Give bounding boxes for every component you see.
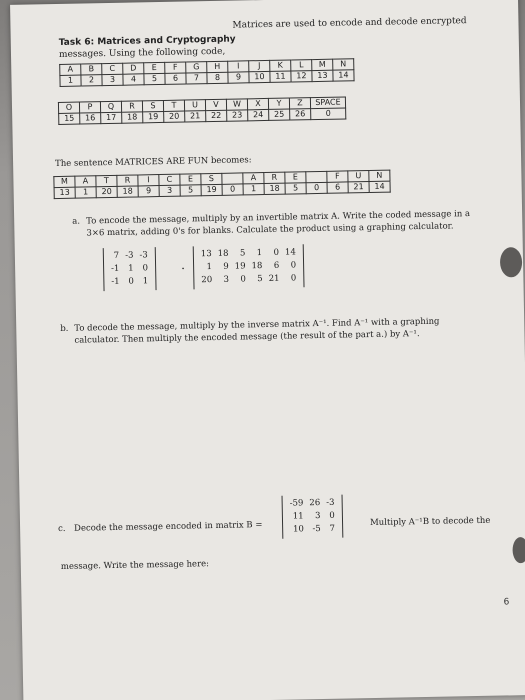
matrix-entry: 7 (329, 523, 336, 534)
punch-hole-bottom (512, 537, 525, 563)
matrix-entry: 1 (142, 276, 149, 287)
matrix-entry: 1 (206, 262, 213, 273)
multiply-dot: · (181, 261, 186, 276)
matrix-b (282, 495, 344, 539)
sentence-letter-cell: E (285, 172, 306, 183)
sentence-number-cell: 1 (243, 184, 264, 195)
message-matrix (193, 244, 305, 289)
sentence-letter-cell (222, 173, 243, 184)
code-number-cell: 17 (101, 112, 122, 123)
sentence-table (53, 170, 390, 199)
matrix-entry: 0 (142, 263, 149, 274)
part-a-line2: 3×6 matrix, adding 0's for blanks. Calculate the product using a graphing calculator. (86, 221, 454, 239)
code-number-cell: 9 (228, 72, 249, 83)
code-letter-cell: Q (100, 101, 121, 112)
code-number-cell: 1 (60, 75, 81, 86)
part-a-line1: To encode the message, multiply by an invertible matrix A. Write the coded message in a (86, 209, 471, 227)
code-letter-cell: T (163, 100, 184, 111)
matrix-a (103, 247, 157, 291)
matrix-entry: 0 (290, 273, 297, 284)
matrix-entry: 1 (128, 263, 134, 274)
part-b-label: b. (60, 323, 69, 334)
code-letter-cell: K (270, 60, 291, 71)
sentence-number-cell: 3 (159, 185, 180, 196)
code-number-cell: 12 (291, 71, 312, 82)
code-number-cell: 22 (206, 110, 227, 121)
matrix-entry: -1 (111, 263, 120, 274)
code-table-row1 (59, 58, 354, 87)
code-letter-cell: E (144, 62, 165, 73)
matrix-entry: 20 (201, 275, 213, 286)
code-letter-cell: L (291, 60, 312, 71)
part-a-label: a. (72, 216, 81, 227)
code-letter-cell: D (123, 63, 144, 74)
code-letter-cell: Z (289, 98, 310, 109)
code-number-cell: 14 (333, 70, 354, 81)
code-number-cell: 26 (290, 109, 311, 120)
sentence-number-cell: 21 (348, 182, 369, 193)
sentence-letter-cell: A (75, 176, 96, 187)
matrix-entry: 13 (200, 249, 212, 260)
code-letter-cell: S (142, 100, 163, 111)
code-number-cell: 8 (207, 72, 228, 83)
matrix-entry: 9 (223, 261, 229, 272)
sentence-number-cell: 13 (54, 187, 75, 198)
code-number-cell: 19 (143, 111, 164, 122)
sentence-letter-cell: S (201, 173, 222, 184)
matrix-entry: -3 (139, 250, 148, 261)
code-letter-cell: I (228, 61, 249, 72)
matrix-entry: 18 (217, 248, 229, 259)
code-letter-cell: G (186, 62, 207, 73)
sentence-number-cell: 14 (369, 181, 390, 192)
sentence-letter-cell: T (96, 175, 117, 186)
code-letter-cell: C (102, 63, 123, 74)
code-letter-cell: P (79, 102, 100, 113)
code-letter-cell: U (184, 100, 205, 111)
matrix-entry: 6 (273, 260, 280, 271)
matrix-entry: 7 (113, 250, 120, 261)
sentence-letter-cell: R (264, 172, 285, 183)
sentence-number-cell: 5 (285, 183, 306, 194)
code-letter-cell: N (333, 59, 354, 70)
part-c-label: c. (58, 523, 66, 535)
sentence-letter-cell: U (348, 171, 369, 182)
sentence-number-cell: 5 (180, 185, 201, 196)
code-letter-cell: M (312, 59, 333, 70)
matrix-entry: 0 (329, 510, 335, 521)
sentence-number-cell: 9 (138, 186, 159, 197)
code-letter-cell: H (207, 61, 228, 72)
sentence-number-cell: 6 (327, 182, 348, 193)
sentence-letter-cell: A (243, 173, 264, 184)
code-number-cell: 23 (227, 110, 248, 121)
matrix-entry: 18 (251, 261, 263, 272)
sentence-letter-cell: C (159, 174, 180, 185)
header-note: Matrices are used to encode and decode encrypted (232, 16, 467, 31)
code-letter-cell: B (81, 64, 102, 75)
code-letter-cell: SPACE (310, 97, 345, 109)
code-number-cell: 16 (80, 113, 101, 124)
code-letter-cell: F (165, 62, 186, 73)
sentence-number-cell: 0 (306, 182, 327, 193)
intro-text: messages. Using the following code, (58, 46, 226, 60)
part-b-line1: To decode the message, multiply by the inverse matrix A⁻¹. Find A⁻¹ with a graphing (74, 316, 440, 334)
code-letter-cell: R (121, 101, 142, 112)
code-number-cell: 5 (144, 73, 165, 84)
task-title: Task 6: Matrices and Cryptography (58, 34, 236, 48)
matrix-entry: 21 (268, 273, 280, 284)
matrix-entry: 10 (292, 524, 304, 535)
punch-hole-top (500, 247, 523, 277)
worksheet-page (10, 0, 525, 700)
code-number-cell: 11 (270, 71, 291, 82)
matrix-entry: 19 (234, 261, 246, 272)
sentence-label: The sentence MATRICES ARE FUN becomes: (55, 155, 252, 170)
code-number-cell: 10 (249, 71, 270, 82)
sentence-letter-cell: I (138, 175, 159, 186)
code-number-cell: 20 (164, 111, 185, 122)
code-number-cell: 15 (59, 113, 80, 124)
sentence-number-cell: 0 (222, 184, 243, 195)
sentence-number-cell: 18 (117, 186, 138, 197)
code-letter-cell: A (60, 64, 81, 75)
sentence-letter-cell: F (327, 171, 348, 182)
sentence-letter-cell: N (369, 170, 390, 181)
sentence-letter-cell: R (117, 175, 138, 186)
sentence-number-cell: 19 (201, 184, 222, 195)
matrix-entry: -1 (111, 276, 120, 287)
code-number-cell: 2 (81, 75, 102, 86)
code-number-cell: 21 (185, 111, 206, 122)
matrix-entry: 0 (128, 276, 135, 287)
code-letter-cell: X (247, 98, 268, 109)
write-message-label: message. Write the message here: (60, 559, 210, 573)
part-b-line2: calculator. Then multiply the encoded message (the result of the part a.) by A⁻¹. (74, 329, 420, 346)
code-number-cell: 24 (248, 109, 269, 120)
code-number-cell: 0 (311, 108, 346, 120)
matrix-entry: 5 (257, 274, 263, 285)
code-number-cell: 4 (123, 74, 144, 85)
matrix-entry: -3 (125, 250, 134, 261)
matrix-entry: -3 (326, 497, 335, 508)
matrix-entry: 14 (284, 247, 296, 258)
code-number-cell: 25 (269, 109, 290, 120)
sentence-number-cell: 18 (264, 183, 285, 194)
matrix-entry: 3 (314, 511, 321, 522)
sentence-letter-cell: M (54, 176, 75, 187)
sentence-number-cell: 1 (75, 187, 96, 198)
matrix-entry: 3 (223, 274, 230, 285)
matrix-entry: 26 (309, 498, 321, 509)
code-letter-cell: Y (268, 98, 289, 109)
matrix-entry: 5 (239, 248, 246, 259)
code-letter-cell: O (58, 102, 79, 113)
code-letter-cell: J (249, 60, 270, 71)
matrix-entry: 1 (256, 248, 263, 259)
matrix-entry: 0 (290, 260, 297, 271)
sentence-letter-cell: E (180, 174, 201, 185)
matrix-entry: -59 (289, 498, 304, 509)
page-number: 6 (503, 597, 510, 608)
code-letter-cell: W (226, 99, 247, 110)
code-letter-cell: V (205, 99, 226, 110)
code-number-cell: 13 (312, 70, 333, 81)
matrix-entry: 11 (292, 511, 304, 522)
code-number-cell: 18 (122, 112, 143, 123)
matrix-entry: 0 (240, 274, 246, 285)
matrix-entry: 0 (273, 247, 280, 258)
part-c-after: Multiply A⁻¹B to decode the (369, 515, 491, 529)
code-number-cell: 3 (102, 74, 123, 85)
matrix-entry: -5 (312, 524, 321, 535)
code-number-cell: 6 (165, 73, 186, 84)
code-number-cell: 7 (186, 73, 207, 84)
sentence-letter-cell (306, 171, 327, 182)
sentence-number-cell: 20 (96, 186, 117, 197)
code-table-row2 (58, 96, 346, 125)
part-c-text: Decode the message encoded in matrix B = (74, 520, 263, 534)
